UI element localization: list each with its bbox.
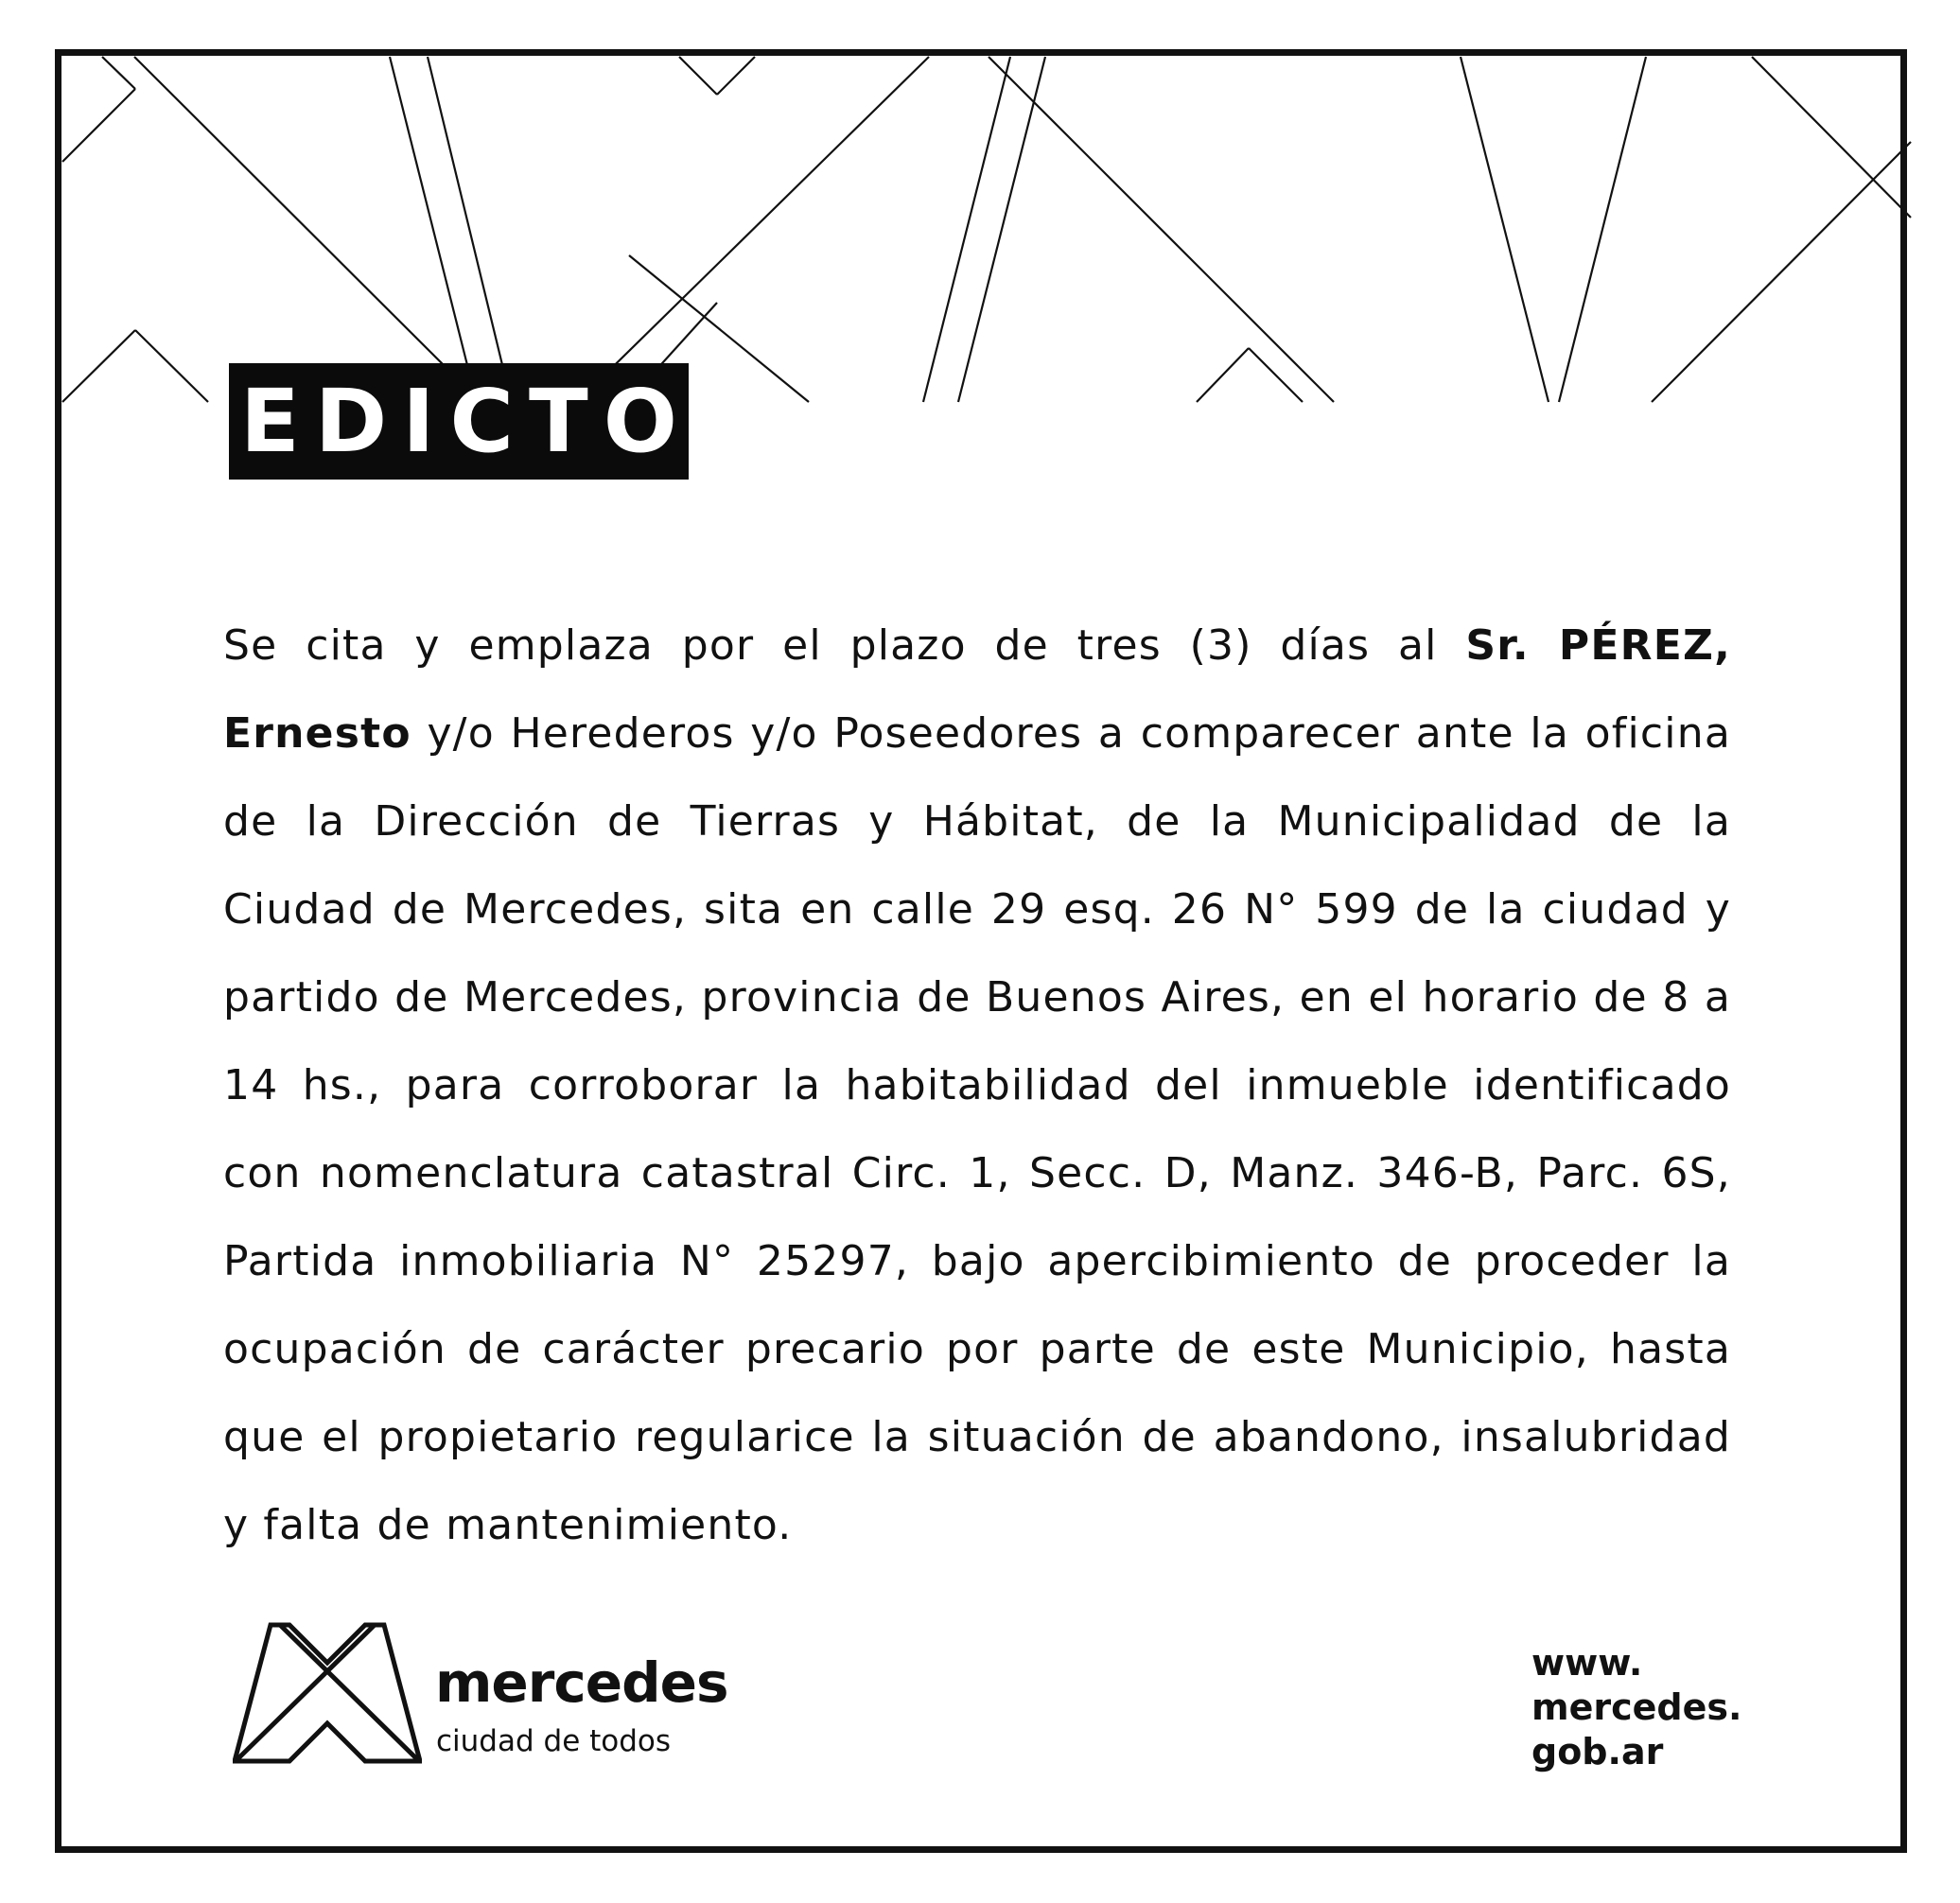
- geometric-line-pattern: [0, 0, 1960, 407]
- edict-body: y/o Herederos y/o Poseedores a comparecer ante la oficina de la Dirección de Tierras y Hábitat, de la Municipalidad de la Ciudad de Mercedes, sita en calle 29 esq. 26 N° 599 de la ciudad y partido de Mercedes, provincia de Buenos Aires, en el horario de 8 a 14 hs., para corroborar la habitabilidad del inmueble identificado con nomenclatura catastral Circ. 1, Secc. D, Manz. 346-B, Parc. 6S, Partida inmobiliaria N° 25297, bajo apercibimiento de proceder la ocupación de carácter precario por parte de este Municipio, hasta que el propietario regularice la situación de abandono, insalubridad y falta de mantenimiento.: [223, 709, 1731, 1549]
- website-link[interactable]: [1531, 1641, 1741, 1774]
- website-line-2: mercedes.: [1531, 1686, 1742, 1728]
- edict-title: EDICTO: [240, 370, 692, 472]
- mercedes-m-logo-icon: [233, 1621, 422, 1765]
- brand-name: mercedes: [435, 1650, 728, 1715]
- brand-tagline: ciudad de todos: [436, 1724, 672, 1758]
- website-line-3: gob.ar: [1531, 1731, 1664, 1772]
- website-line-1: www.: [1531, 1642, 1643, 1684]
- edict-person-name: Sr. PÉREZ, Ernesto: [223, 621, 1731, 758]
- edict-title-box: [229, 363, 692, 480]
- edict-paragraph: [223, 602, 1731, 1569]
- edict-intro: Se cita y emplaza por el plazo de tres (3) días al: [223, 621, 1466, 670]
